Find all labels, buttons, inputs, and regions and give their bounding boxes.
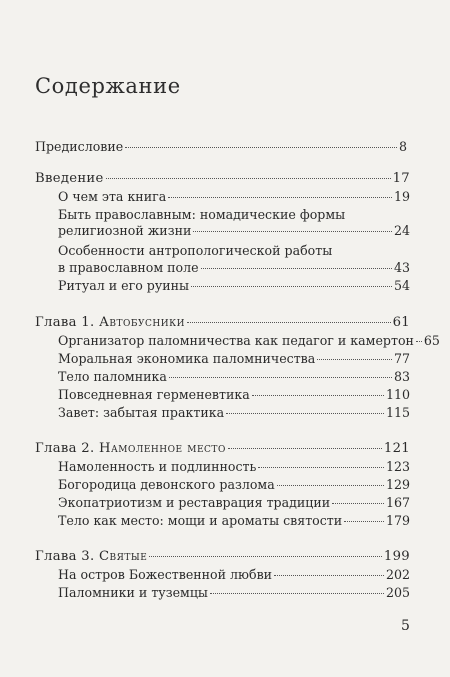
entry-label: О чем эта книга: [58, 189, 167, 204]
entry-label: Предисловие: [35, 139, 124, 154]
entry-label: Моральная экономика паломничества: [58, 351, 316, 366]
entry-label: Завет: забытая практика: [58, 405, 225, 420]
toc-entry[interactable]: [58, 332, 440, 350]
entry-label: Тело как место: мощи и ароматы святости: [58, 513, 343, 528]
leader-dots: [125, 147, 397, 148]
chapter-name: Святые: [98, 549, 148, 564]
toc-entry[interactable]: [58, 350, 410, 368]
leader-dots: [228, 448, 382, 449]
leader-dots: [332, 503, 384, 504]
toc-entry[interactable]: [58, 584, 410, 602]
leader-dots: [274, 575, 384, 576]
toc-entry-introduction[interactable]: [35, 170, 410, 188]
entry-page: 43: [393, 260, 410, 275]
toc-entry-chapter-2[interactable]: [35, 440, 410, 458]
entry-page: 205: [385, 585, 410, 600]
leader-dots: [168, 197, 392, 198]
toc-entry[interactable]: [58, 476, 410, 494]
toc-entry[interactable]: [58, 277, 410, 295]
leader-dots: [169, 377, 392, 378]
chapter-prefix: Глава 1.: [35, 315, 95, 330]
toc-entry[interactable]: [58, 458, 410, 476]
entry-label: Намоленность и подлинность: [58, 459, 257, 474]
toc-entry-first-line[interactable]: Особенности антропологической работы: [58, 243, 333, 258]
entry-page: 83: [393, 369, 410, 384]
toc-entry[interactable]: [58, 404, 410, 422]
leader-dots: [210, 593, 384, 594]
entry-page: 179: [385, 513, 410, 528]
entry-page: 123: [385, 459, 410, 474]
leader-dots: [193, 231, 392, 232]
leader-dots: [317, 359, 392, 360]
page-number: 5: [401, 618, 410, 634]
leader-dots: [258, 467, 384, 468]
entry-page: 115: [385, 405, 410, 420]
entry-label: Экопатриотизм и реставрация традиции: [58, 495, 331, 510]
toc-title: Содержание: [35, 74, 181, 98]
entry-label: Богородица девонского разлома: [58, 477, 275, 492]
entry-label: На остров Божественной любви: [58, 567, 273, 582]
entry-page: 129: [385, 477, 410, 492]
entry-label: Организатор паломничества как педагог и камертон: [58, 333, 414, 348]
entry-page: 61: [392, 315, 410, 330]
entry-page: 110: [385, 387, 410, 402]
leader-dots: [201, 268, 392, 269]
chapter-prefix: Глава 2.: [35, 441, 95, 456]
leader-dots: [226, 413, 384, 414]
toc-entry[interactable]: [58, 368, 410, 386]
entry-page: 199: [383, 549, 410, 564]
toc-entry-chapter-3[interactable]: [35, 548, 410, 566]
toc-entry[interactable]: [58, 566, 410, 584]
entry-label: Повседневная герменевтика: [58, 387, 250, 402]
entry-label: в православном поле: [58, 260, 199, 275]
toc-entry[interactable]: [58, 512, 410, 530]
toc-entry[interactable]: [58, 494, 410, 512]
entry-page: 24: [393, 223, 410, 238]
toc-entry[interactable]: [58, 386, 410, 404]
entry-label: религиозной жизни: [58, 223, 192, 238]
entry-label: Паломники и туземцы: [58, 585, 208, 600]
leader-dots: [416, 341, 422, 342]
leader-dots: [191, 286, 392, 287]
entry-page: 54: [393, 278, 410, 293]
leader-dots: [344, 521, 384, 522]
leader-dots: [277, 485, 384, 486]
toc-entry[interactable]: [58, 259, 410, 277]
entry-page: 121: [383, 441, 410, 456]
toc-entry-chapter-1[interactable]: [35, 314, 410, 332]
leader-dots: [252, 395, 384, 396]
entry-label: Ритуал и его руины: [58, 278, 190, 293]
toc-entry[interactable]: [58, 222, 410, 240]
entry-page: 77: [393, 351, 410, 366]
entry-label: Введение: [35, 171, 104, 186]
entry-page: 17: [392, 171, 410, 186]
chapter-name: Намоленное место: [98, 441, 226, 456]
entry-page: 65: [423, 333, 440, 348]
entry-page: 167: [385, 495, 410, 510]
leader-dots: [106, 178, 391, 179]
leader-dots: [187, 322, 391, 323]
entry-page: 8: [398, 139, 407, 154]
entry-page: 202: [385, 567, 410, 582]
toc-entry[interactable]: [58, 188, 410, 206]
chapter-name: Автобусники: [98, 315, 185, 330]
entry-label: Тело паломника: [58, 369, 167, 384]
toc-entry-preface[interactable]: [35, 138, 407, 156]
chapter-prefix: Глава 3.: [35, 549, 95, 564]
entry-page: 19: [393, 189, 410, 204]
leader-dots: [149, 556, 382, 557]
toc-entry-first-line[interactable]: Быть православным: номадические формы: [58, 207, 346, 222]
